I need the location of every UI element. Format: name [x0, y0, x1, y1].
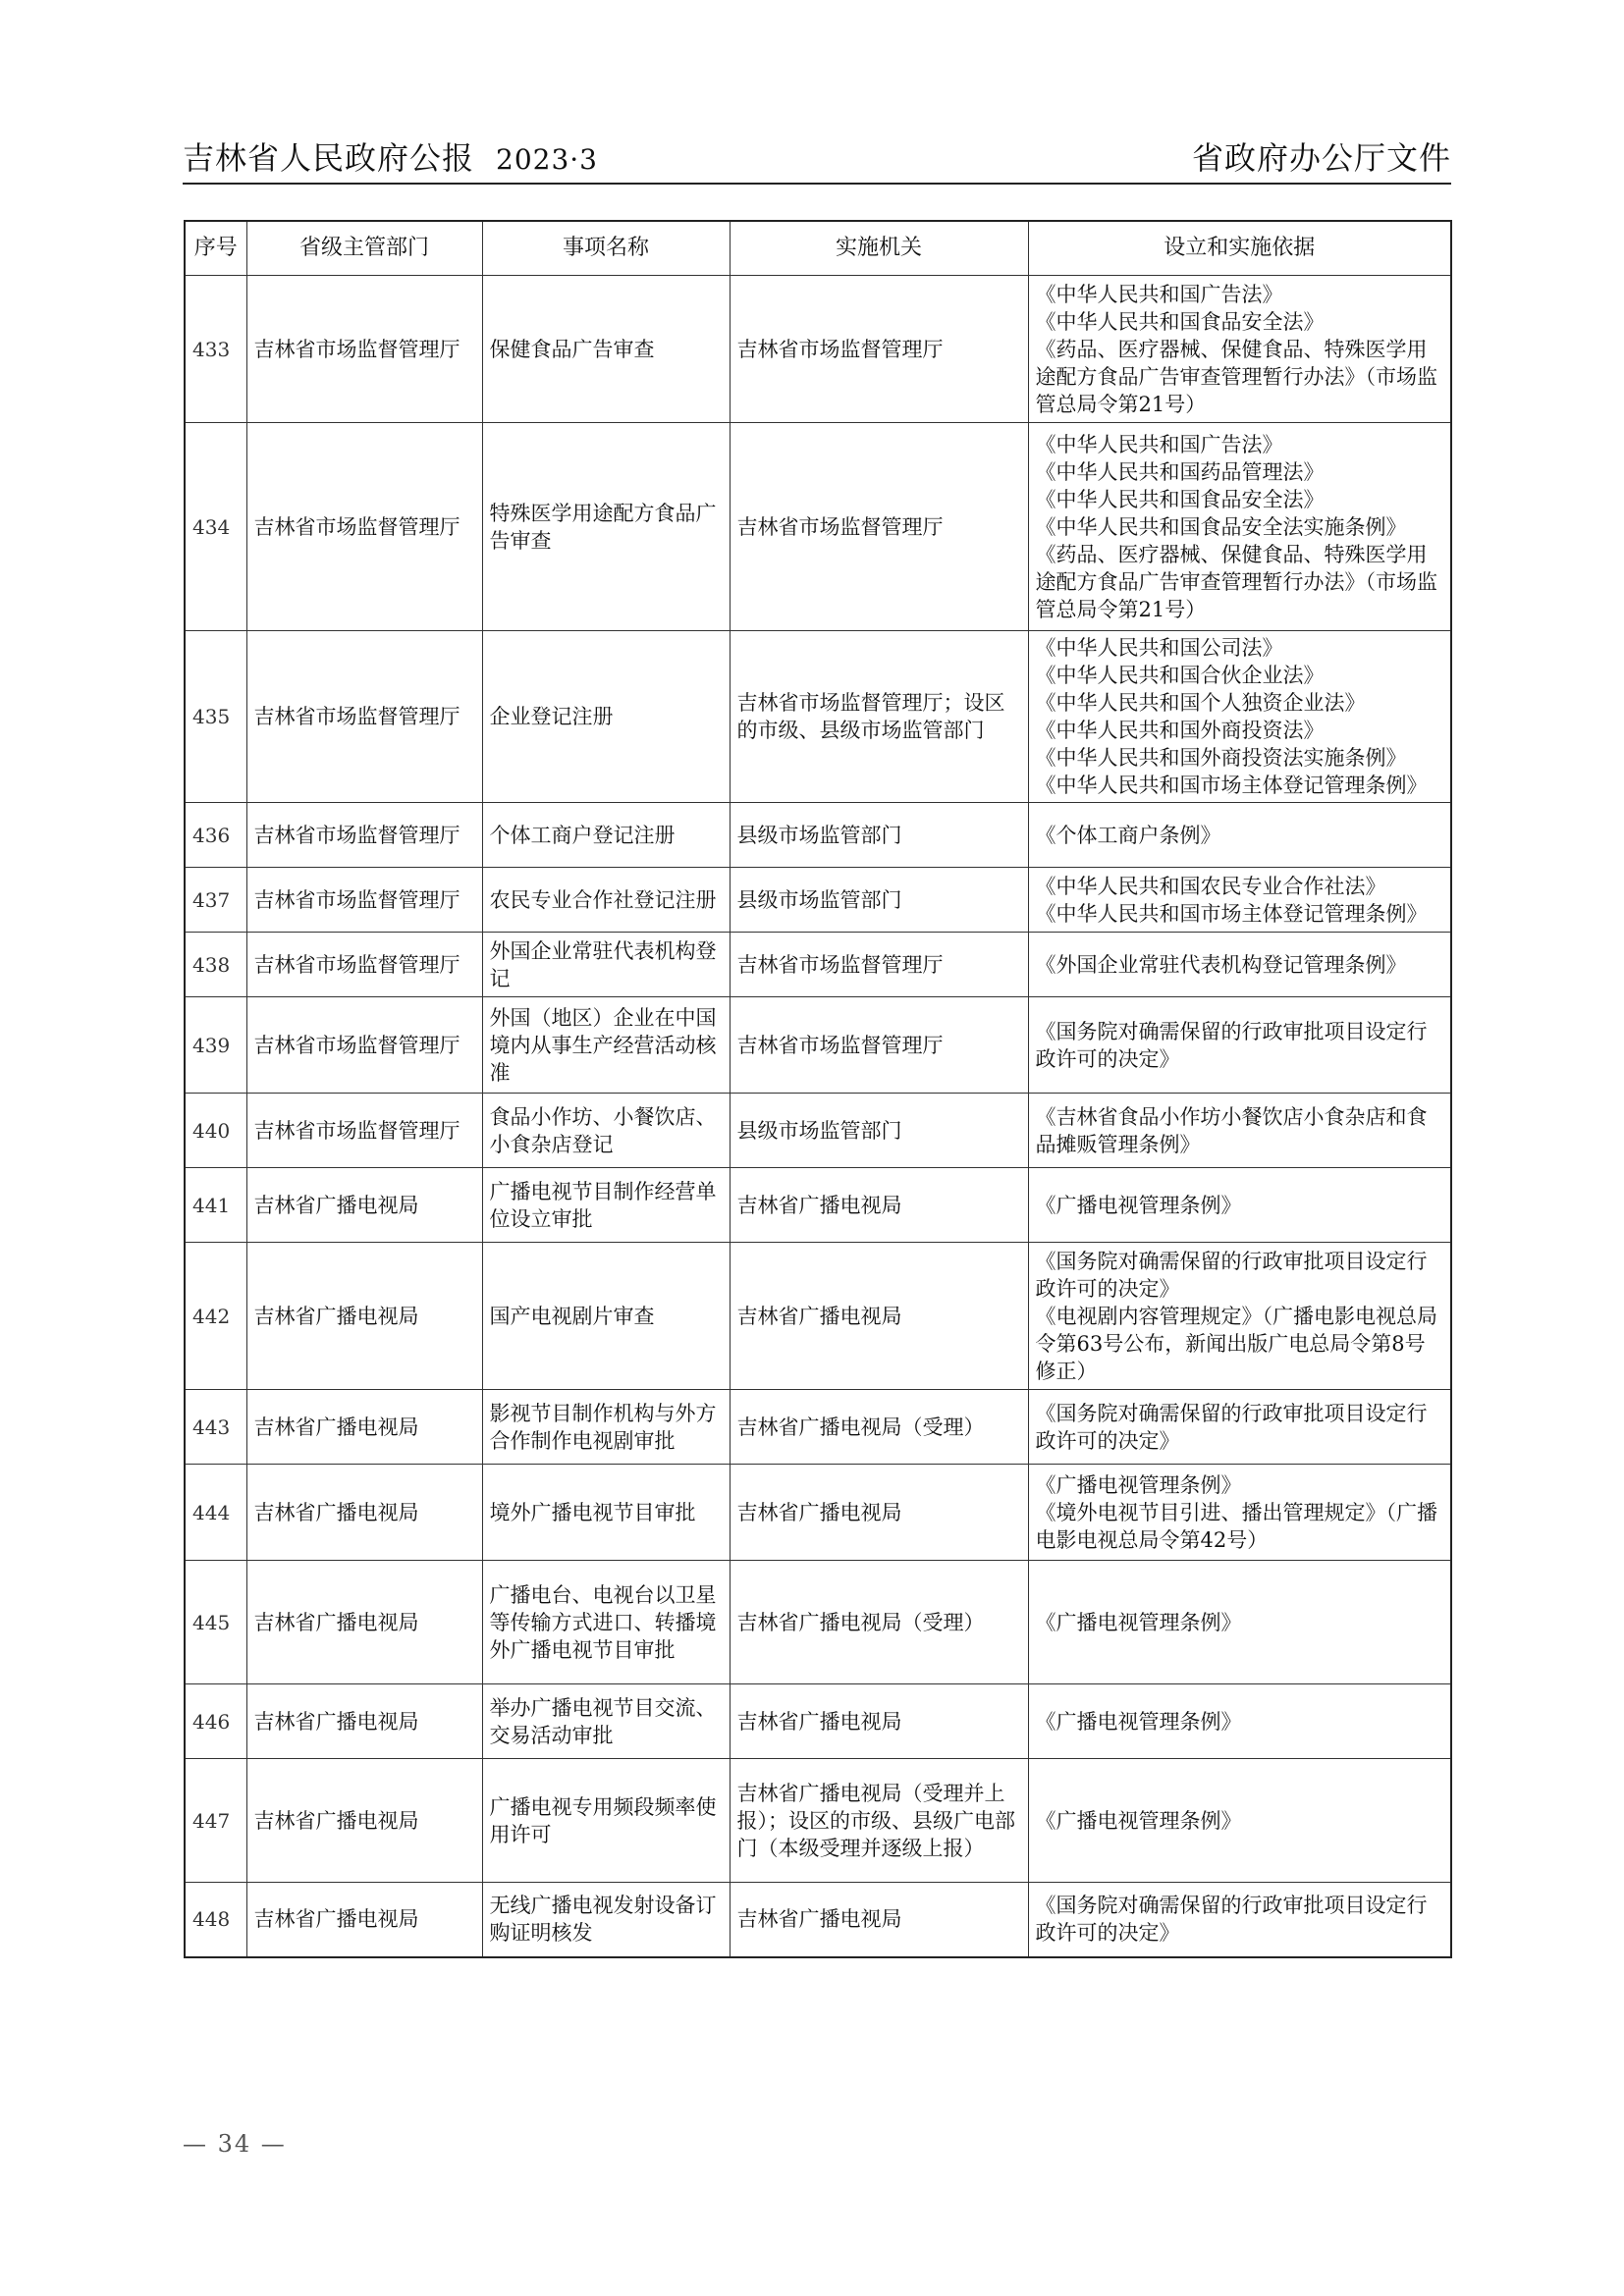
basis-entry: 《国务院对确需保留的行政审批项目设定行政许可的决定》 [1035, 1249, 1428, 1301]
row-number: 442 [185, 1243, 246, 1390]
row-agency: 吉林省广播电视局（受理并上报）；设区的市级、县级广电部门（本级受理并逐级上报） [730, 1759, 1028, 1883]
basis-entry: 《中华人民共和国合伙企业法》 [1035, 664, 1325, 687]
row-number: 436 [185, 803, 246, 868]
basis-entry: 《中华人民共和国药品管理法》 [1035, 459, 1325, 484]
row-agency: 县级市场监管部门 [730, 868, 1028, 933]
row-agency: 吉林省市场监督管理厅 [730, 276, 1028, 423]
table-row [185, 1759, 1451, 1883]
row-agency: 吉林省广播电视局（受理） [730, 1390, 1028, 1465]
column-header-basis: 设立和实施依据 [1028, 221, 1451, 276]
basis-entry: 《广播电视管理条例》 [1035, 1610, 1242, 1634]
row-basis [1028, 803, 1451, 868]
row-basis [1028, 868, 1451, 933]
page-header [183, 126, 1451, 185]
row-department: 吉林省广播电视局 [246, 1883, 482, 1957]
row-number: 438 [185, 933, 246, 997]
table-header-row [185, 221, 1451, 276]
row-number: 433 [185, 276, 246, 423]
basis-entry: 《药品、医疗器械、保健食品、特殊医学用途配方食品广告审查管理暂行办法》（市场监管总局令第21号） [1035, 337, 1437, 416]
row-item-name: 无线广播电视发射设备订购证明核发 [482, 1883, 730, 1957]
row-number: 434 [185, 423, 246, 631]
row-agency: 吉林省广播电视局 [730, 1465, 1028, 1561]
basis-entry: 《中华人民共和国个人独资企业法》 [1035, 691, 1366, 715]
basis-entry: 《广播电视管理条例》 [1035, 1709, 1242, 1734]
row-basis [1028, 631, 1451, 803]
row-basis [1028, 933, 1451, 997]
row-item-name: 国产电视剧片审查 [482, 1243, 730, 1390]
row-item-name: 广播电视节目制作经营单位设立审批 [482, 1168, 730, 1243]
row-basis [1028, 1168, 1451, 1243]
row-department: 吉林省市场监督管理厅 [246, 803, 482, 868]
row-basis [1028, 1094, 1451, 1168]
basis-entry: 《中华人民共和国外商投资法》 [1035, 719, 1325, 742]
table-row [185, 803, 1451, 868]
row-agency: 吉林省广播电视局 [730, 1243, 1028, 1390]
column-header-agency: 实施机关 [730, 221, 1028, 276]
row-basis [1028, 1759, 1451, 1883]
publication-name: 吉林省人民政府公报 [183, 139, 475, 177]
approval-items-table [184, 220, 1452, 1958]
table-row [185, 1684, 1451, 1759]
basis-entry: 《电视剧内容管理规定》（广播电影电视总局令第63号公布，新闻出版广电总局令第8号修正） [1035, 1304, 1437, 1383]
row-department: 吉林省广播电视局 [246, 1243, 482, 1390]
basis-entry: 《中华人民共和国农民专业合作社法》 [1035, 874, 1386, 898]
basis-entry: 《国务院对确需保留的行政审批项目设定行政许可的决定》 [1035, 1401, 1428, 1453]
basis-entry: 《中华人民共和国市场主体登记管理条例》 [1035, 774, 1428, 797]
row-department: 吉林省市场监督管理厅 [246, 868, 482, 933]
basis-entry: 《药品、医疗器械、保健食品、特殊医学用途配方食品广告审查管理暂行办法》（市场监管总局令第21号） [1035, 542, 1437, 621]
table-row [185, 1243, 1451, 1390]
basis-entry: 《中华人民共和国广告法》 [1035, 282, 1283, 306]
row-item-name: 农民专业合作社登记注册 [482, 868, 730, 933]
table-row [185, 1094, 1451, 1168]
row-item-name: 特殊医学用途配方食品广告审查 [482, 423, 730, 631]
row-department: 吉林省广播电视局 [246, 1390, 482, 1465]
row-item-name: 影视节目制作机构与外方合作制作电视剧审批 [482, 1390, 730, 1465]
row-agency: 吉林省广播电视局 [730, 1168, 1028, 1243]
row-basis [1028, 1883, 1451, 1957]
publication-title [183, 133, 598, 179]
column-header-no: 序号 [185, 221, 246, 276]
table-row [185, 868, 1451, 933]
row-basis [1028, 1684, 1451, 1759]
row-number: 435 [185, 631, 246, 803]
row-agency: 吉林省市场监督管理厅 [730, 933, 1028, 997]
row-number: 440 [185, 1094, 246, 1168]
row-agency: 吉林省市场监督管理厅 [730, 423, 1028, 631]
row-number: 445 [185, 1561, 246, 1684]
basis-entry: 《中华人民共和国公司法》 [1035, 636, 1283, 660]
row-number: 439 [185, 997, 246, 1094]
basis-entry: 《个体工商户条例》 [1035, 823, 1221, 847]
row-department: 吉林省广播电视局 [246, 1759, 482, 1883]
row-basis [1028, 1390, 1451, 1465]
basis-entry: 《中华人民共和国食品安全法实施条例》 [1035, 514, 1407, 539]
row-agency: 吉林省市场监督管理厅 [730, 997, 1028, 1094]
row-agency: 吉林省广播电视局 [730, 1883, 1028, 1957]
row-item-name: 举办广播电视节目交流、交易活动审批 [482, 1684, 730, 1759]
table-row [185, 631, 1451, 803]
row-agency: 吉林省广播电视局（受理） [730, 1561, 1028, 1684]
issue-number: 2023·3 [496, 143, 598, 176]
row-basis [1028, 997, 1451, 1094]
row-item-name: 境外广播电视节目审批 [482, 1465, 730, 1561]
basis-entry: 《中华人民共和国市场主体登记管理条例》 [1035, 901, 1428, 926]
basis-entry: 《中华人民共和国食品安全法》 [1035, 487, 1325, 511]
row-department: 吉林省市场监督管理厅 [246, 631, 482, 803]
basis-entry: 《广播电视管理条例》 [1035, 1193, 1242, 1217]
row-number: 446 [185, 1684, 246, 1759]
basis-entry: 《国务院对确需保留的行政审批项目设定行政许可的决定》 [1035, 1019, 1428, 1071]
row-item-name: 外国（地区）企业在中国境内从事生产经营活动核准 [482, 997, 730, 1094]
row-agency: 吉林省广播电视局 [730, 1684, 1028, 1759]
table-body [185, 276, 1451, 1957]
basis-entry: 《吉林省食品小作坊小餐饮店小食杂店和食品摊贩管理条例》 [1035, 1104, 1428, 1156]
basis-entry: 《国务院对确需保留的行政审批项目设定行政许可的决定》 [1035, 1894, 1428, 1946]
section-title: 省政府办公厅文件 [1191, 139, 1451, 177]
row-number: 448 [185, 1883, 246, 1957]
table-row [185, 933, 1451, 997]
row-department: 吉林省市场监督管理厅 [246, 423, 482, 631]
row-department: 吉林省市场监督管理厅 [246, 276, 482, 423]
table-row [185, 1390, 1451, 1465]
row-department: 吉林省市场监督管理厅 [246, 997, 482, 1094]
column-header-item: 事项名称 [482, 221, 730, 276]
table-row [185, 1883, 1451, 1957]
table-row [185, 1168, 1451, 1243]
row-basis [1028, 276, 1451, 423]
row-number: 437 [185, 868, 246, 933]
column-header-dept: 省级主管部门 [246, 221, 482, 276]
row-department: 吉林省广播电视局 [246, 1561, 482, 1684]
basis-entry: 《中华人民共和国外商投资法实施条例》 [1035, 746, 1407, 770]
row-item-name: 保健食品广告审查 [482, 276, 730, 423]
table-row [185, 276, 1451, 423]
basis-entry: 《外国企业常驻代表机构登记管理条例》 [1035, 952, 1407, 977]
row-number: 441 [185, 1168, 246, 1243]
page-number: — 34 — [183, 2130, 287, 2158]
row-department: 吉林省市场监督管理厅 [246, 933, 482, 997]
table-row [185, 423, 1451, 631]
table-row [185, 1561, 1451, 1684]
row-item-name: 个体工商户登记注册 [482, 803, 730, 868]
row-department: 吉林省广播电视局 [246, 1465, 482, 1561]
row-number: 447 [185, 1759, 246, 1883]
row-agency: 县级市场监管部门 [730, 803, 1028, 868]
row-number: 443 [185, 1390, 246, 1465]
row-number: 444 [185, 1465, 246, 1561]
row-item-name: 企业登记注册 [482, 631, 730, 803]
row-item-name: 外国企业常驻代表机构登记 [482, 933, 730, 997]
row-basis [1028, 1561, 1451, 1684]
row-agency: 吉林省市场监督管理厅；设区的市级、县级市场监管部门 [730, 631, 1028, 803]
basis-entry: 《中华人民共和国食品安全法》 [1035, 309, 1325, 334]
row-item-name: 广播电台、电视台以卫星等传输方式进口、转播境外广播电视节目审批 [482, 1561, 730, 1684]
basis-entry: 《中华人民共和国广告法》 [1035, 432, 1283, 456]
row-item-name: 食品小作坊、小餐饮店、小食杂店登记 [482, 1094, 730, 1168]
header-rule [183, 183, 1451, 185]
row-basis [1028, 1465, 1451, 1561]
table-row [185, 997, 1451, 1094]
row-agency: 县级市场监管部门 [730, 1094, 1028, 1168]
row-department: 吉林省市场监督管理厅 [246, 1094, 482, 1168]
table-row [185, 1465, 1451, 1561]
row-department: 吉林省广播电视局 [246, 1684, 482, 1759]
row-department: 吉林省广播电视局 [246, 1168, 482, 1243]
basis-entry: 《广播电视管理条例》 [1035, 1808, 1242, 1833]
row-basis [1028, 423, 1451, 631]
row-item-name: 广播电视专用频段频率使用许可 [482, 1759, 730, 1883]
basis-entry: 《广播电视管理条例》 [1035, 1472, 1242, 1497]
basis-entry: 《境外电视节目引进、播出管理规定》（广播电影电视总局令第42号） [1035, 1500, 1437, 1552]
row-basis [1028, 1243, 1451, 1390]
